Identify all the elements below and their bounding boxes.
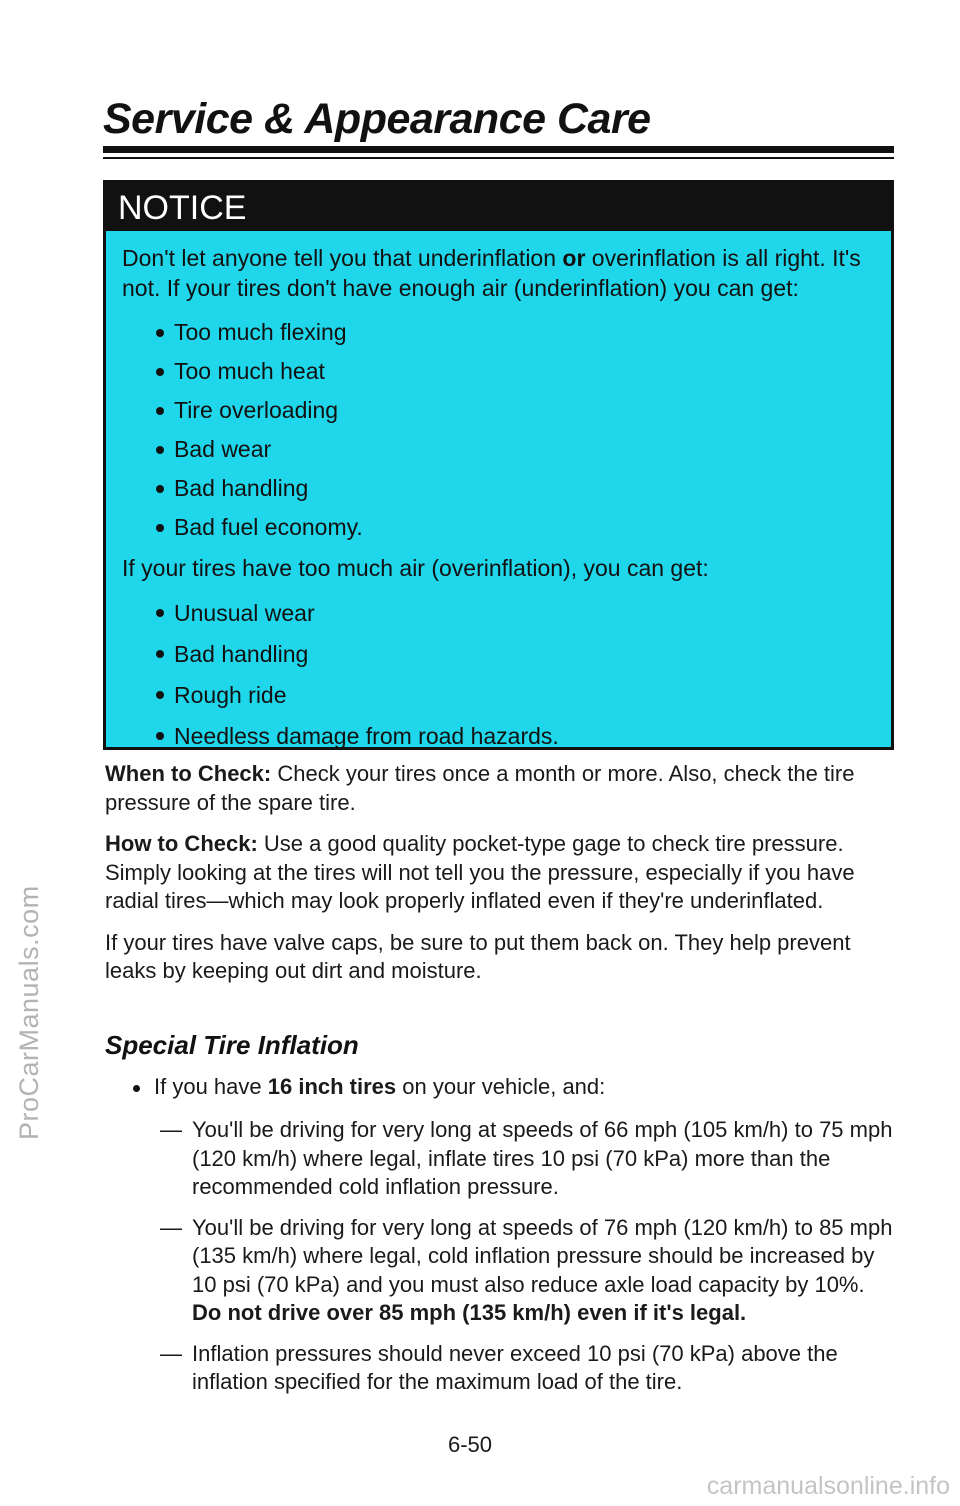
list-item <box>156 352 875 391</box>
when-to-check-text: Check your tires once a month or more. Also, check the tire pressure of the spare tire. <box>105 761 855 815</box>
list-item-text: Needless damage from road hazards. <box>174 723 559 749</box>
header-rule-thin <box>103 157 894 159</box>
how-to-check-paragraph <box>105 830 895 916</box>
list-item <box>156 508 875 547</box>
list-item <box>156 593 875 634</box>
notice-intro-text-2: overinflation is all right. It's not. If your tires don't have enough air (underinflation) you can get: <box>122 245 861 301</box>
list-item-text: Tire overloading <box>174 397 339 423</box>
notice-intro <box>122 243 875 303</box>
valve-caps-paragraph: If your tires have valve caps, be sure to put them back on. They help prevent leaks by keeping out dirt and moisture. <box>105 929 851 983</box>
bottom-watermark: carmanualsonline.info <box>706 1472 950 1500</box>
page-title: Service & Appearance Care <box>103 95 651 143</box>
overinflation-list <box>122 593 875 757</box>
bullet-icon <box>156 609 164 617</box>
bullet-icon <box>156 732 164 740</box>
when-to-check-label: When to Check: <box>105 761 272 786</box>
list-item <box>156 313 875 352</box>
notice-header: NOTICE <box>106 183 891 231</box>
list-item <box>156 634 875 675</box>
how-to-check-text: Use a good quality pocket-type gage to check tire pressure. Simply looking at the tires will not tell you the pressure, especially if you have radial tires—which may look properly inflated even if they're underinflated. <box>105 831 855 913</box>
inflation-conditions-list <box>160 1116 895 1409</box>
header-rule-thick <box>103 146 894 153</box>
bullet-icon <box>156 329 164 337</box>
list-item <box>156 716 875 757</box>
tire-item-text-2: on your vehicle, and: <box>396 1074 606 1099</box>
underinflation-list <box>122 313 875 547</box>
notice-body <box>106 231 891 757</box>
dash-icon: — <box>160 1214 182 1240</box>
list-item <box>156 430 875 469</box>
page-number: 6-50 <box>448 1432 493 1457</box>
notice-intro-text: Don't let anyone tell you that underinflation <box>122 245 563 271</box>
how-to-check-label: How to Check: <box>105 831 258 856</box>
tire-item-text: If you have <box>154 1074 268 1099</box>
bullet-icon <box>156 524 164 532</box>
list-item-text: Unusual wear <box>174 600 315 626</box>
list-item-text: Inflation pressures should never exceed 10 psi (70 kPa) above the inflation specified for the maximum load of the tire. <box>192 1340 838 1394</box>
list-item-text: Rough ride <box>174 682 287 708</box>
side-watermark: ProCarManuals.com <box>14 885 44 1140</box>
bullet-icon <box>156 485 164 493</box>
list-item <box>156 469 875 508</box>
list-item <box>156 675 875 716</box>
list-item-text: Bad fuel economy. <box>174 514 363 540</box>
sixteen-inch-tires-item <box>133 1074 605 1100</box>
notice-box <box>103 180 894 750</box>
bullet-icon <box>156 368 164 376</box>
list-item <box>156 391 875 430</box>
bullet-icon <box>133 1085 140 1092</box>
list-item-text: Too much heat <box>174 358 325 384</box>
when-to-check-paragraph <box>105 760 895 817</box>
list-item <box>160 1214 895 1328</box>
list-item-text: You'll be driving for very long at speeds of 66 mph (105 km/h) to 75 mph (120 km/h) where legal, inflate tires 10 psi (70 kPa) more than the recommended cold inflation pressure. <box>192 1117 893 1199</box>
list-item <box>160 1340 895 1397</box>
bullet-icon <box>156 446 164 454</box>
list-item-text: Too much flexing <box>174 319 347 345</box>
bullet-icon <box>156 407 164 415</box>
list-item-text: Bad handling <box>174 641 309 667</box>
special-tire-inflation-heading: Special Tire Inflation <box>105 1030 359 1060</box>
bullet-icon <box>156 691 164 699</box>
list-item-text: You'll be driving for very long at speeds of 76 mph (120 km/h) to 85 mph (135 km/h) where legal, cold inflation pressure should be increased by 10 psi (70 kPa) and you must also reduce axle load capacity by 10%. <box>192 1214 893 1297</box>
list-item <box>160 1116 895 1202</box>
list-item-text: Bad handling <box>174 475 309 501</box>
dash-icon: — <box>160 1340 182 1366</box>
tire-item-emphasis: 16 inch tires <box>267 1074 397 1099</box>
overinflation-intro: If your tires have too much air (overinflation), you can get: <box>122 555 709 581</box>
notice-intro-emphasis: or <box>562 245 586 271</box>
dash-icon: — <box>160 1117 182 1142</box>
speed-warning: Do not drive over 85 mph (135 km/h) even if it's legal. <box>192 1300 747 1325</box>
bullet-icon <box>156 650 164 658</box>
list-item-text: Bad wear <box>174 436 272 462</box>
body-section <box>105 760 895 999</box>
